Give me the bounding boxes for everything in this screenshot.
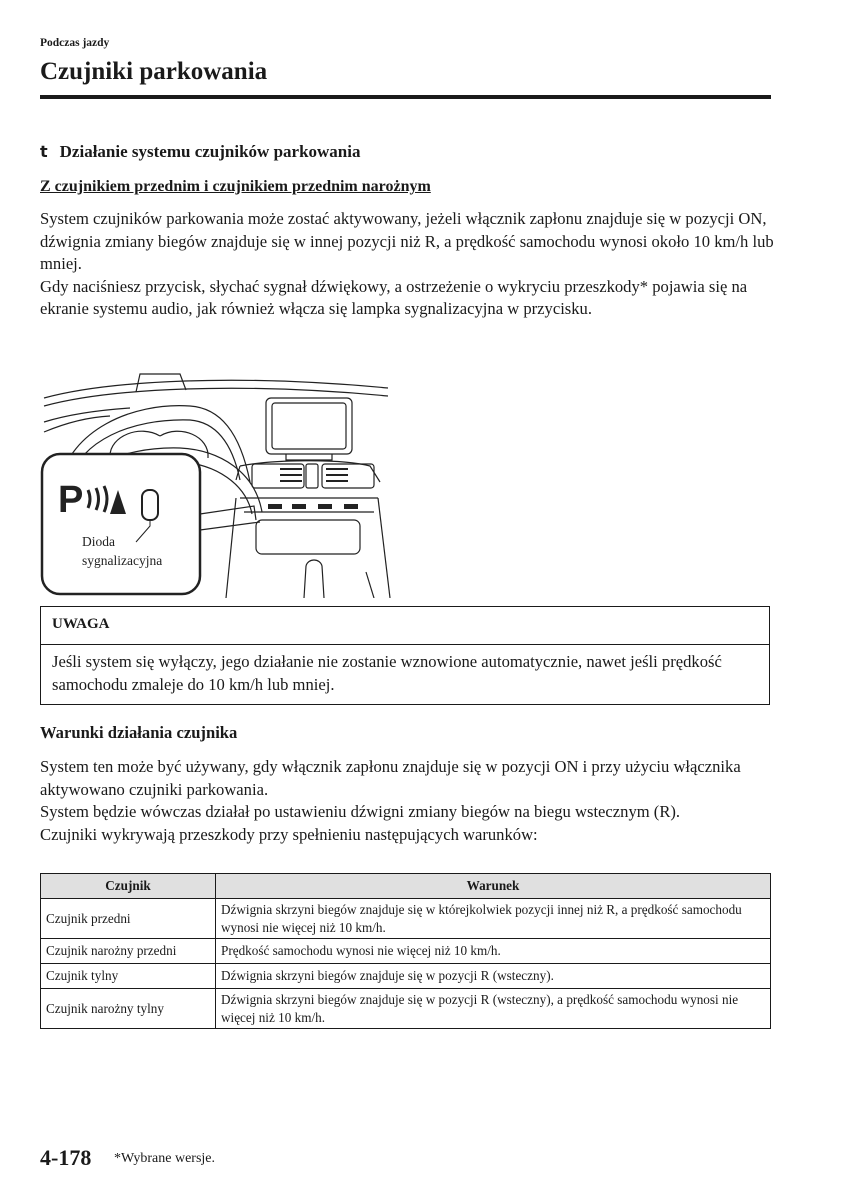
table-header-condition: Warunek	[216, 874, 771, 899]
section-heading	[40, 140, 360, 164]
callout-label-line-1: Dioda	[82, 534, 115, 549]
parking-button-letter: P	[58, 479, 84, 521]
table-cell-condition: Prędkość samochodu wynosi nie więcej niż 10 km/h.	[216, 939, 771, 964]
intro-text	[40, 208, 780, 321]
callout-label-line-2: sygnalizacyjna	[82, 553, 163, 568]
dashboard-illustration	[40, 362, 392, 598]
conditions-text	[40, 756, 780, 846]
conditions-paragraph-1: System ten może być używany, gdy włącznik zapłonu znajduje się w pozycji ON i przy użyciu włącznika aktywowano czujniki parkowania.	[40, 757, 741, 799]
table-cell-sensor: Czujnik tylny	[41, 964, 216, 989]
table-cell-condition: Dźwignia skrzyni biegów znajduje się w którejkolwiek pozycji innej niż R, a prędkość samochodu wynosi nie więcej niż 10 km/h.	[216, 899, 771, 939]
table-row	[41, 939, 771, 964]
conditions-paragraph-2: System będzie wówczas działał po ustawieniu dźwigni zmiany biegów na biegu wstecznym (R).	[40, 802, 681, 821]
conditions-heading: Warunki działania czujnika	[40, 723, 238, 742]
table-header-row	[41, 874, 771, 899]
table-cell-sensor: Czujnik przedni	[41, 899, 216, 939]
footnote: *Wybrane wersje.	[114, 1151, 216, 1166]
note-title: UWAGA	[41, 607, 769, 645]
section-bullet: t	[40, 142, 48, 161]
table-row	[41, 964, 771, 989]
table-cell-sensor: Czujnik narożny tylny	[41, 989, 216, 1029]
conditions-table	[40, 873, 771, 1029]
table-cell-sensor: Czujnik narożny przedni	[41, 939, 216, 964]
note-text: Jeśli system się wyłączy, jego działanie nie zostanie wznowione automatycznie, nawet jeśli prędkość samochodu zmaleje do 10 km/h lub mniej.	[52, 652, 722, 694]
table-row	[41, 989, 771, 1029]
indicator-led-icon	[142, 490, 158, 520]
conditions-paragraph-3: Czujniki wykrywają przeszkody przy spełnieniu następujących warunków:	[40, 824, 538, 844]
page-number: 4-178	[40, 1145, 92, 1170]
title-rule	[40, 95, 771, 99]
table-header-sensor: Czujnik	[41, 874, 216, 899]
table-cell-condition: Dźwignia skrzyni biegów znajduje się w pozycji R (wsteczny).	[216, 964, 771, 989]
note-box	[40, 606, 770, 705]
section-label: Podczas jazdy	[40, 37, 110, 49]
intro-paragraph-2: Gdy naciśniesz przycisk, słychać sygnał dźwiękowy, a ostrzeżenie o wykryciu przeszkody* pojawia się na ekranie systemu audio, jak również włącza się lampka sygnalizacyjna w przycisku.	[40, 276, 748, 318]
intro-paragraph-1: System czujników parkowania może zostać aktywowany, jeżeli włącznik zapłonu znajduje się w pozycji ON, dźwignia zmiany biegów znajduje się w innej pozycji niż R, a prędkość samochodu wynosi około 10 km/h lub mniej.	[40, 209, 774, 273]
table-cell-condition: Dźwignia skrzyni biegów znajduje się w pozycji R (wsteczny), a prędkość samochodu wynosi nie więcej niż 10 km/h.	[216, 989, 771, 1029]
subheading: Z czujnikiem przednim i czujnikiem przednim narożnym	[40, 178, 431, 195]
page-title: Czujniki parkowania	[40, 58, 268, 85]
table-row	[41, 899, 771, 939]
section-heading-text: Działanie systemu czujników parkowania	[59, 142, 361, 161]
